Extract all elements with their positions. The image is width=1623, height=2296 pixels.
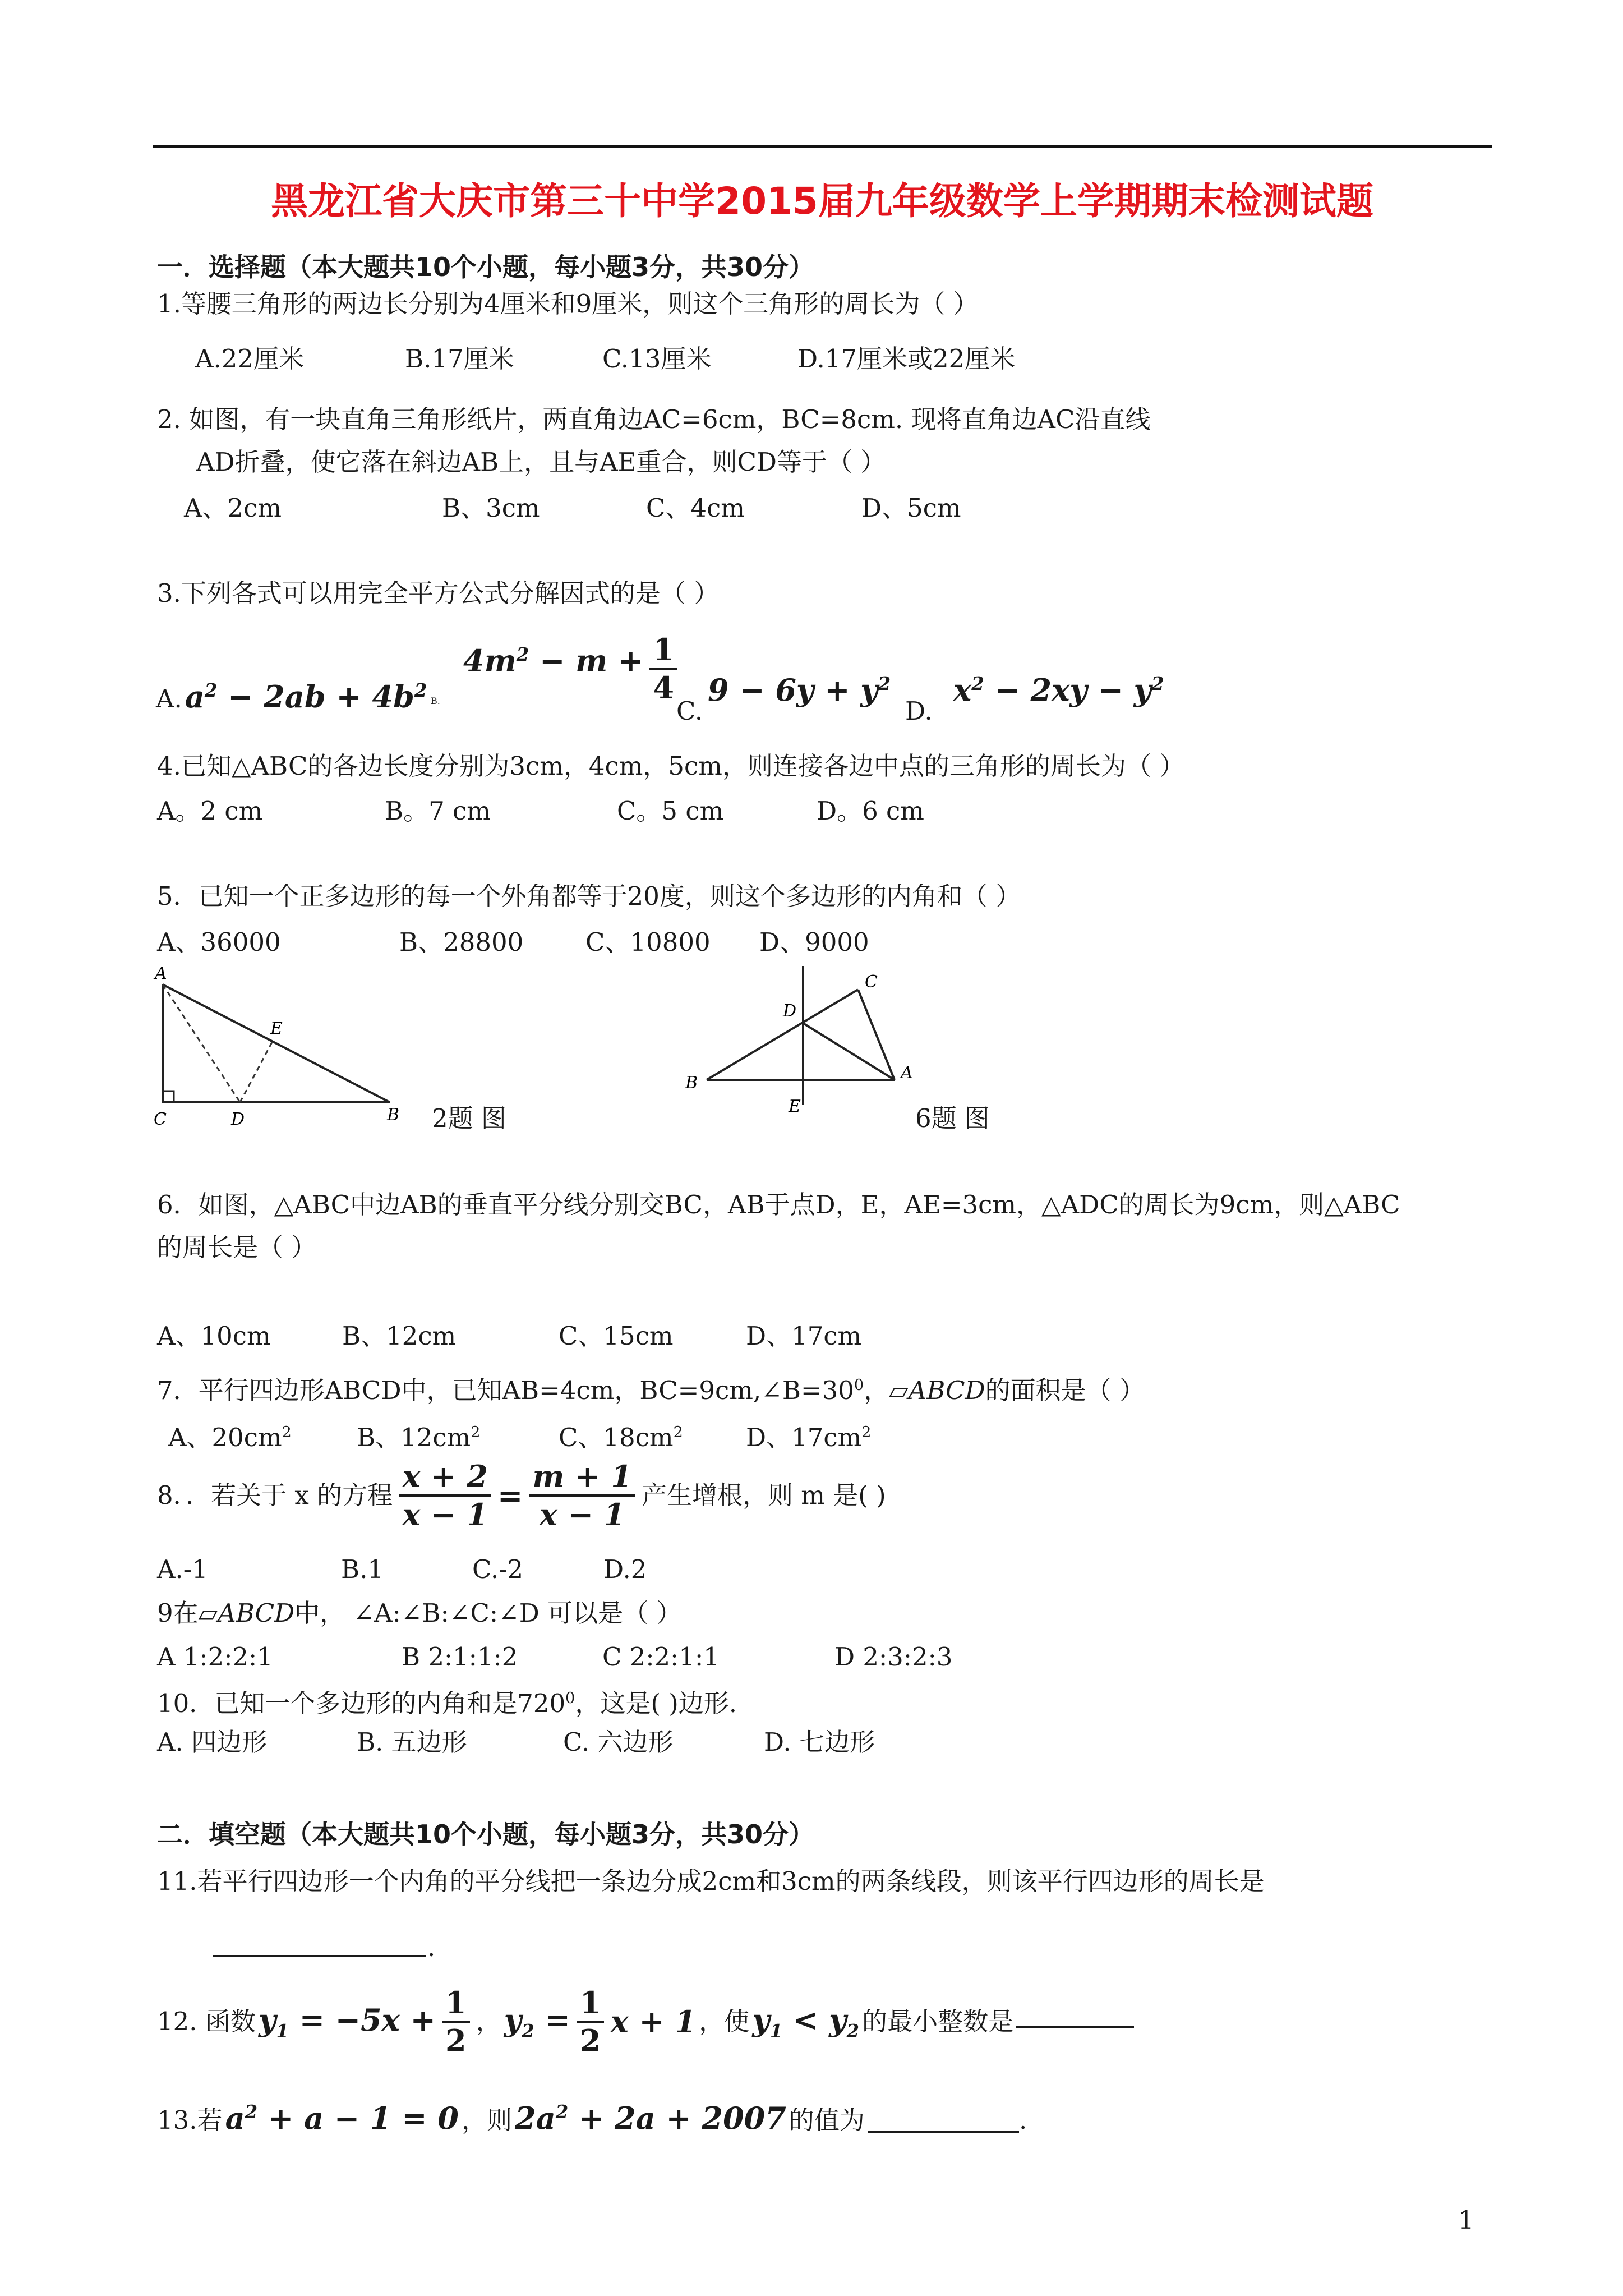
q1-option-b: B.17厘米 bbox=[405, 344, 514, 374]
q10-stem: 10．已知一个多边形的内角和是$720^0$，这是( )边形. bbox=[157, 1688, 737, 1718]
q10-option-c: C. 六边形 bbox=[563, 1727, 674, 1757]
fig6-label-e: E bbox=[789, 1097, 801, 1116]
q3-option-b-label: B. bbox=[431, 696, 440, 706]
q2-option-d: D、5cm bbox=[861, 493, 961, 523]
q7-option-b: B、$12cm^2$ bbox=[357, 1423, 481, 1452]
q8-option-b: B.1 bbox=[341, 1554, 384, 1584]
q5-option-b: B、28800 bbox=[399, 927, 524, 957]
page-title: 黑龙江省大庆市第三十中学2015届九年级数学上学期期末检测试题 bbox=[271, 180, 1373, 223]
q1-option-c: C.13厘米 bbox=[602, 344, 712, 374]
figure-2-diagram bbox=[146, 962, 426, 1130]
q6-option-d: D、17cm bbox=[746, 1321, 862, 1351]
fig2-label-d: D bbox=[231, 1110, 245, 1129]
q7-option-d: D、$17cm^2$ bbox=[746, 1423, 872, 1452]
q12-stem: 12. 函数 $y_1 = -5x$ + $\frac{1}{2}$ ， $y_2$ = $\frac{1}{2}$ x + 1 ，使 $y_1 < y_2$ 的最小整数是 bbox=[157, 1985, 1134, 2059]
figure-2-caption: 2题 图 bbox=[432, 1103, 506, 1133]
q11-answer-blank bbox=[213, 1955, 426, 1957]
page-number: 1 bbox=[1458, 2205, 1474, 2235]
q7-stem: 7．平行四边形ABCD中，已知AB=4cm，$BC=9cm,\angle B=30^0$，▱ABCD的面积是（ ） bbox=[157, 1375, 1145, 1405]
q1-stem: 1.等腰三角形的两边长分别为4厘米和9厘米，则这个三角形的周长为（ ） bbox=[157, 289, 979, 319]
fig6-label-a: A bbox=[901, 1063, 913, 1083]
fig6-side-ca bbox=[858, 990, 895, 1080]
fig2-segment-de bbox=[240, 1042, 272, 1102]
q6-option-c: C、15cm bbox=[559, 1321, 674, 1351]
fig6-label-d: D bbox=[783, 1001, 797, 1021]
q8-option-d: D.2 bbox=[603, 1554, 647, 1584]
q5-option-a: A、36000 bbox=[157, 927, 281, 957]
q9-option-a: A 1:2:2:1 bbox=[157, 1642, 273, 1672]
q2-stem-line2: AD折叠，使它落在斜边AB上，且与AE重合，则CD等于（ ） bbox=[196, 447, 886, 477]
section-2-heading: 二．填空题（本大题共10个小题，每小题3分，共30分） bbox=[157, 1819, 815, 1849]
q6-option-a: A、10cm bbox=[157, 1321, 271, 1351]
header-rule bbox=[153, 145, 1492, 148]
section-1-heading: 一．选择题（本大题共10个小题，每小题3分，共30分） bbox=[157, 252, 815, 282]
q7-option-c: C、$18cm^2$ bbox=[559, 1423, 683, 1452]
q8-option-a: A.-1 bbox=[157, 1554, 208, 1584]
q3-option-d-label: D. bbox=[905, 696, 933, 726]
q3-option-a: A. $a^2 - 2ab + 4b^2$ bbox=[156, 679, 427, 715]
fig2-fold-line-ad bbox=[163, 984, 240, 1102]
q5-option-c: C、10800 bbox=[585, 927, 711, 957]
q3-option-c: $9 - 6y + y^2$ bbox=[708, 672, 891, 708]
fig2-label-c: C bbox=[154, 1110, 167, 1129]
q2-option-c: C、4cm bbox=[646, 493, 745, 523]
q3-option-c-label: C. bbox=[676, 696, 703, 726]
fig6-label-c: C bbox=[865, 972, 878, 992]
q4-stem: 4.已知△ABC的各边长度分别为3cm，4cm，5cm，则连接各边中点的三角形的周长为（ ） bbox=[157, 751, 1185, 781]
q13-answer-blank bbox=[868, 2120, 1019, 2133]
q9-option-c: C 2:2:1:1 bbox=[602, 1642, 720, 1672]
q10-option-b: B. 五边形 bbox=[357, 1727, 467, 1757]
fig2-right-angle-mark bbox=[163, 1091, 174, 1102]
q11-stem: 11.若平行四边形一个内角的平分线把一条边分成2cm和3cm的两条线段，则该平行四边形的周长是 bbox=[157, 1866, 1265, 1896]
q8-stem: 8．．若关于 x 的方程 $\frac{x + 2}{x - 1}$ = $\frac{m + 1}{x - 1}$ 产生增根，则 m 是( ) bbox=[157, 1458, 886, 1533]
q10-option-a: A. 四边形 bbox=[157, 1727, 268, 1757]
q9-stem: 9在▱ABCD中， ∠A:∠B:∠C:∠D 可以是（ ） bbox=[157, 1598, 682, 1628]
figure-6-caption: 6题 图 bbox=[915, 1103, 990, 1133]
q7-option-a: A、$20cm^2$ bbox=[168, 1423, 292, 1452]
fig2-label-a: A bbox=[155, 964, 167, 983]
q3-option-b: $4m^2 - m$ + $\frac{1}{4}$ bbox=[463, 632, 681, 706]
q3-stem: 3.下列各式可以用完全平方公式分解因式的是（ ） bbox=[157, 578, 720, 608]
q1-option-a: A.22厘米 bbox=[195, 344, 305, 374]
q9-option-d: D 2:3:2:3 bbox=[834, 1642, 953, 1672]
q6-option-b: B、12cm bbox=[342, 1321, 457, 1351]
fig6-segment-da bbox=[803, 1023, 895, 1080]
fig2-label-b: B bbox=[387, 1105, 400, 1125]
parallelogram-symbol: ▱ bbox=[889, 1375, 909, 1405]
fig2-label-e: E bbox=[270, 1019, 283, 1038]
q4-option-a: A。2 cm bbox=[157, 796, 263, 826]
fig2-hypotenuse-ab bbox=[163, 984, 390, 1102]
q4-option-b: B。7 cm bbox=[385, 796, 491, 826]
q1-option-d: D.17厘米或22厘米 bbox=[797, 344, 1016, 374]
q8-option-c: C.-2 bbox=[472, 1554, 523, 1584]
q13-stem: 13.若 $a^2 + a - 1 = 0$ ，则 $2a^2 + 2a + 2007$ 的值为 . bbox=[157, 2100, 1027, 2136]
q12-answer-blank bbox=[1016, 2016, 1134, 2028]
fig6-label-b: B bbox=[685, 1073, 698, 1093]
q2-option-b: B、3cm bbox=[442, 493, 540, 523]
q4-option-c: C。5 cm bbox=[617, 796, 724, 826]
q11-period: . bbox=[427, 1932, 436, 1962]
q3-option-d: $x^2 - 2xy - y^2$ bbox=[953, 672, 1164, 708]
fig6-side-bc bbox=[707, 990, 858, 1080]
q6-stem-line2: 的周长是（ ） bbox=[157, 1232, 317, 1262]
q2-option-a: A、2cm bbox=[184, 493, 282, 523]
q10-option-d: D. 七边形 bbox=[764, 1727, 875, 1757]
q4-option-d: D。6 cm bbox=[817, 796, 924, 826]
q6-stem-line1: 6．如图，△ABC中边AB的垂直平分线分别交BC，AB于点D，E，AE=3cm，△ADC的周长为9cm，则△ABC bbox=[157, 1190, 1400, 1220]
parallelogram-symbol: ▱ bbox=[198, 1598, 218, 1628]
q5-option-d: D、9000 bbox=[759, 927, 869, 957]
q9-option-b: B 2:1:1:2 bbox=[402, 1642, 518, 1672]
q5-stem: 5．已知一个正多边形的每一个外角都等于20度，则这个多边形的内角和（ ） bbox=[157, 881, 1021, 911]
q2-stem-line1: 2. 如图，有一块直角三角形纸片，两直角边AC=6cm，BC=8cm. 现将直角边AC沿直线 bbox=[157, 404, 1151, 434]
